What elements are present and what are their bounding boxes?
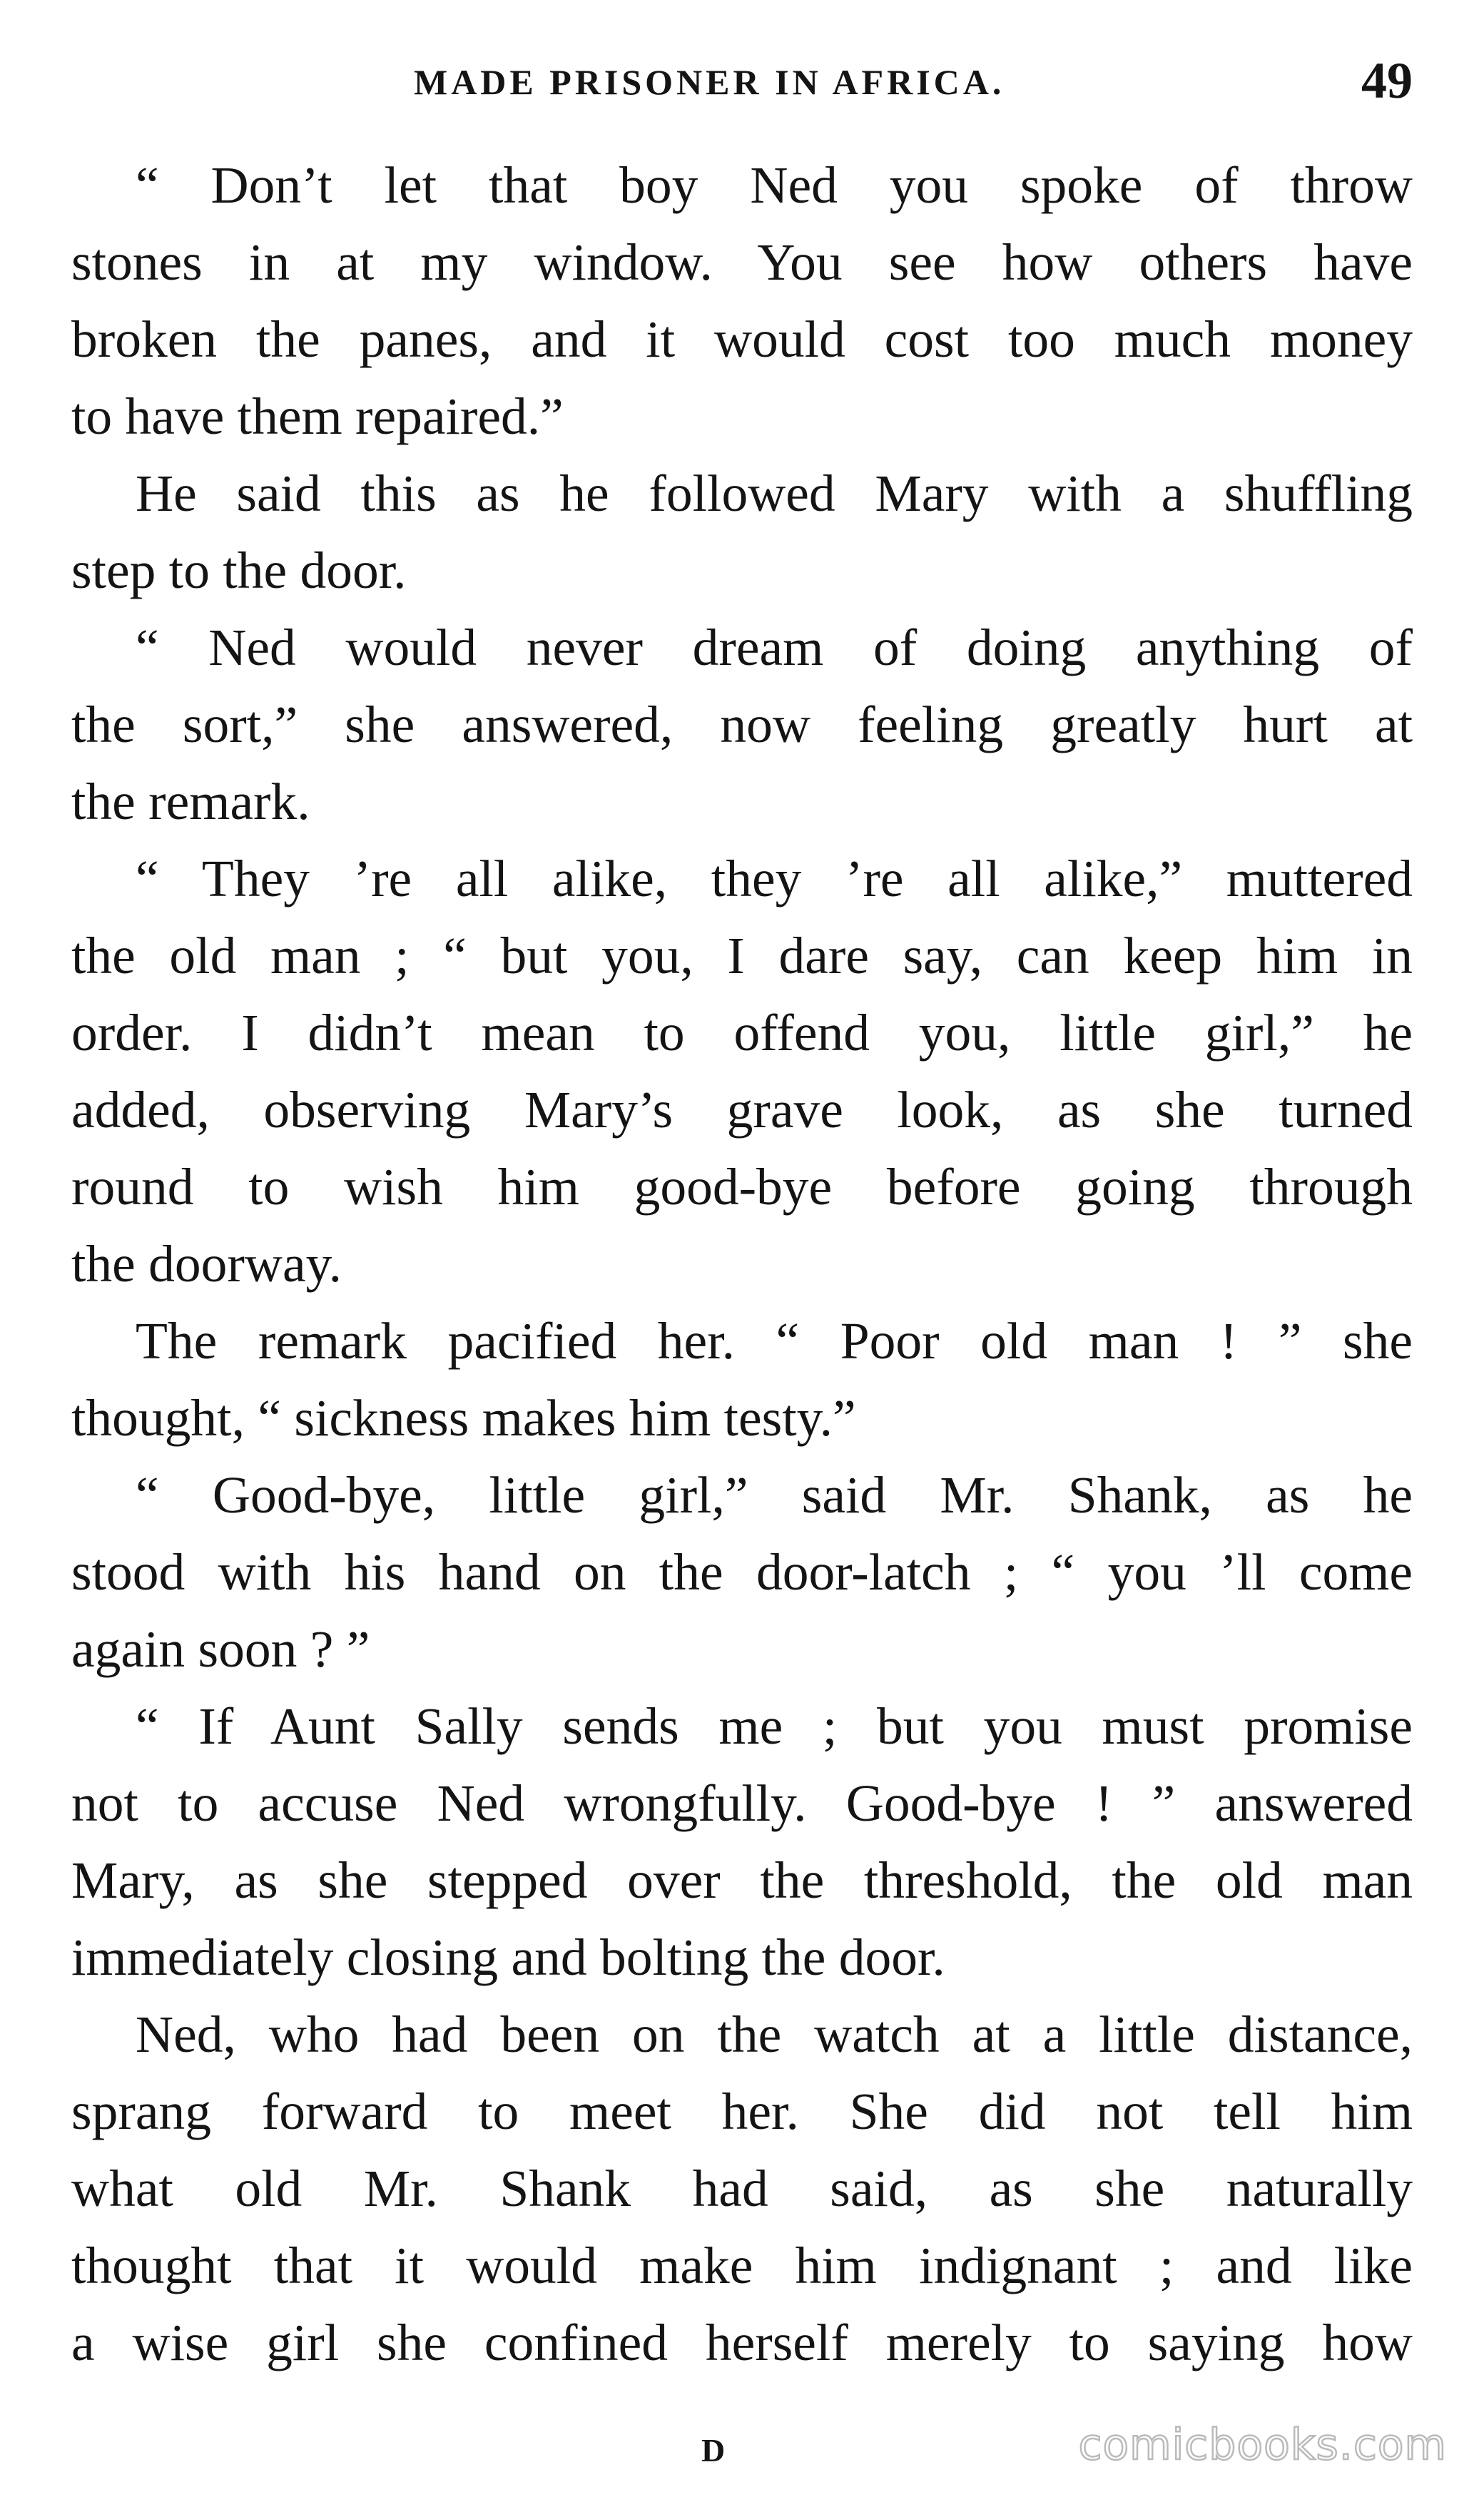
paragraph <box>71 1996 1413 2381</box>
text-line: He said this as he followed Mary with a shuffling <box>136 464 1413 522</box>
text-line: the doorway. <box>71 1235 342 1293</box>
text-line: added, observing Mary’s grave look, as she turned <box>71 1081 1413 1139</box>
text-line: Mary, as she stepped over the threshold, the old man <box>71 1851 1413 1909</box>
watermark: comicbooks.com <box>1078 2420 1447 2470</box>
text-line: what old Mr. Shank had said, as she naturally <box>71 2160 1413 2217</box>
paragraph <box>71 1688 1413 1996</box>
text-line: the remark. <box>71 773 310 830</box>
text-line: The remark pacified her. “ Poor old man ! ” she <box>136 1312 1413 1370</box>
text-line: again soon ? ” <box>71 1620 370 1678</box>
text-line: the sort,” she answered, now feeling greatly hurt at <box>71 696 1413 753</box>
text-line: broken the panes, and it would cost too much money <box>71 310 1413 368</box>
text-line: “ If Aunt Sally sends me ; but you must promise <box>136 1697 1413 1755</box>
text-line: the old man ; “ but you, I dare say, can keep him in <box>71 927 1413 985</box>
text-line: thought that it would make him indignant ; and like <box>71 2237 1413 2294</box>
text-line: a wise girl she confined herself merely to saying how <box>71 2314 1413 2371</box>
text-line: thought, “ sickness makes him testy.” <box>71 1389 856 1447</box>
text-line: “ Don’t let that boy Ned you spoke of throw <box>136 156 1413 214</box>
paragraph <box>71 1303 1413 1457</box>
paragraph <box>71 455 1413 609</box>
text-line: not to accuse Ned wrongfully. Good-bye ! ” answered <box>71 1774 1413 1832</box>
text-line: sprang forward to meet her. She did not tell him <box>71 2083 1413 2140</box>
text-line: stones in at my window. You see how others have <box>71 233 1413 291</box>
text-line: “ Good-bye, little girl,” said Mr. Shank, as he <box>136 1466 1413 1524</box>
text-line: order. I didn’t mean to offend you, little girl,” he <box>71 1004 1413 1062</box>
text-line: immediately closing and bolting the door. <box>71 1928 945 1986</box>
paragraph <box>71 1457 1413 1688</box>
page-header <box>400 51 1413 116</box>
signature-mark: D <box>701 2432 726 2468</box>
text-line: round to wish him good-bye before going through <box>71 1158 1413 1216</box>
text-line: stood with his hand on the door-latch ; “ you ’ll come <box>71 1543 1413 1601</box>
text-line: “ They ’re all alike, they ’re all alike,” muttered <box>136 850 1413 907</box>
paragraph <box>71 840 1413 1303</box>
running-head: MADE PRISONER IN AFRICA. <box>414 62 1005 102</box>
page-number: 49 <box>1361 52 1413 109</box>
text-line: to have them repaired.” <box>71 387 564 445</box>
body-text <box>71 147 1413 2381</box>
paragraph <box>71 609 1413 840</box>
text-line: step to the door. <box>71 541 407 599</box>
text-line: “ Ned would never dream of doing anything of <box>136 619 1413 676</box>
text-line: Ned, who had been on the watch at a little distance, <box>136 2005 1413 2063</box>
paragraph <box>71 147 1413 455</box>
